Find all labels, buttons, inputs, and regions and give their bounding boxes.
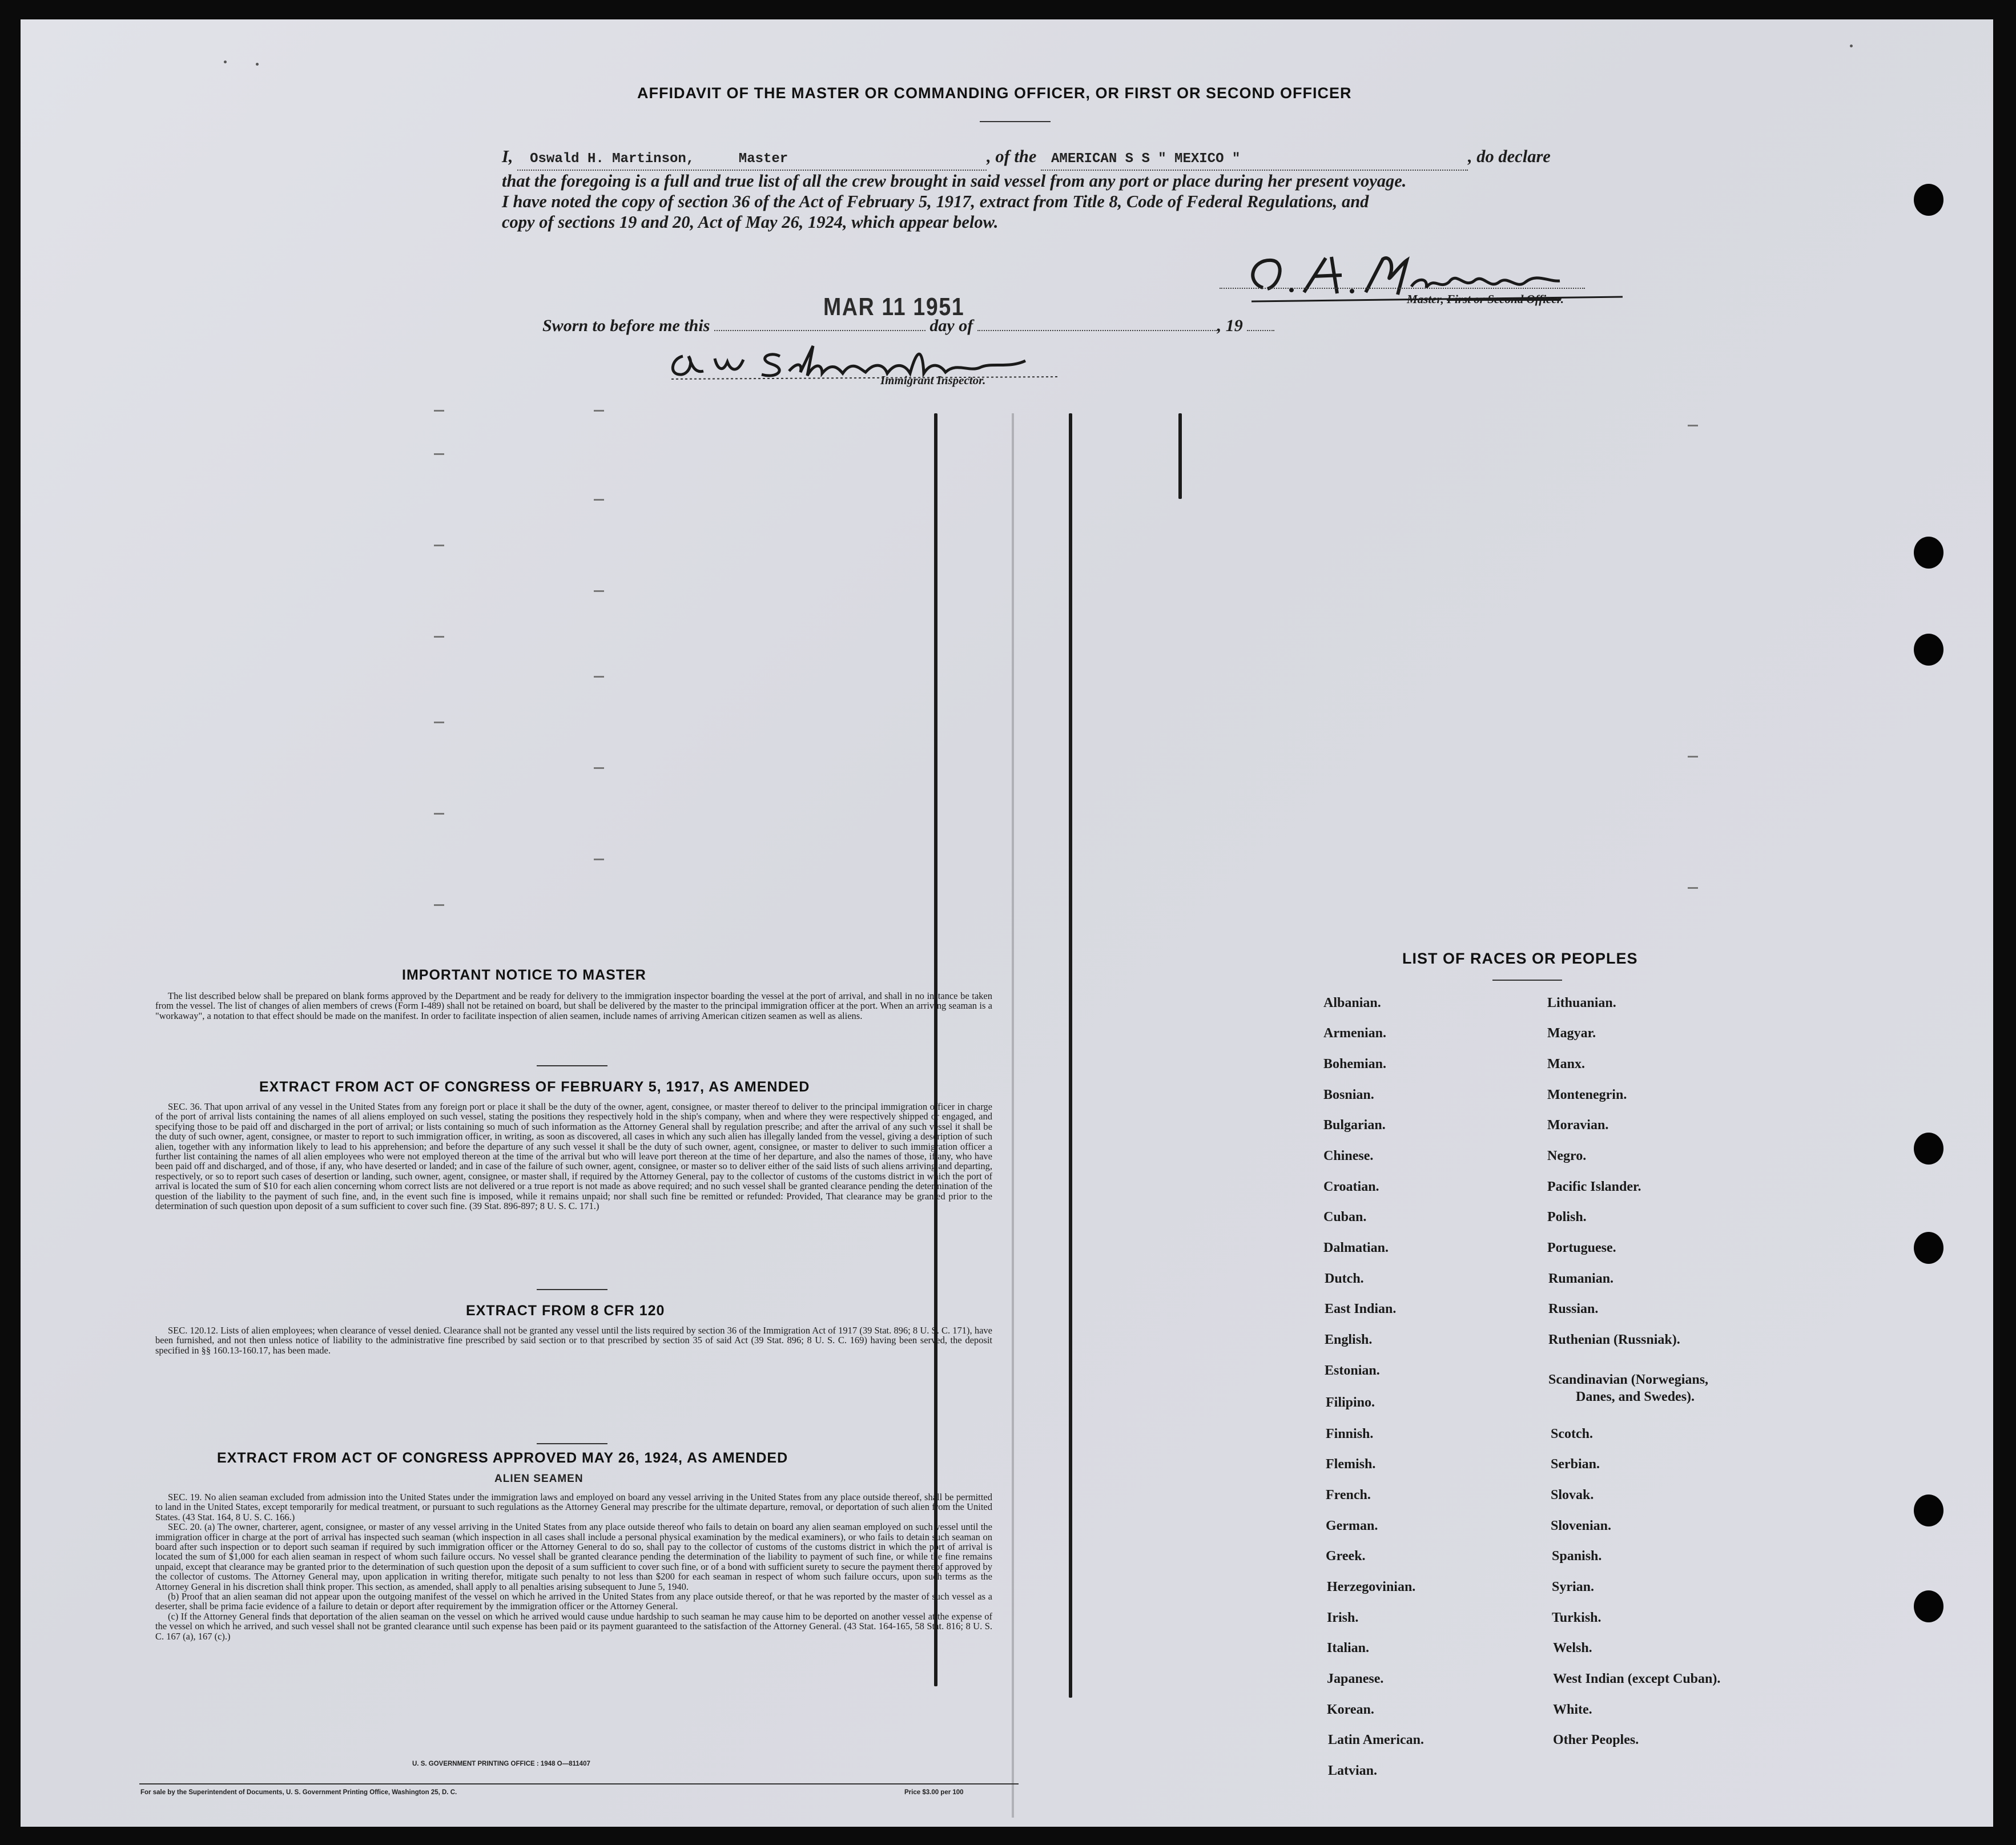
sec-20b-paragraph: (b) Proof that an alien seaman did not appear upon the outgoing manifest of the vessel on which he arrived in the United States from any place outside thereof, or that he was reported by the master of such vessel as a deserter, shall be prima facie evidence of a failure to detain or deport after requirement by the immigration officer or the Attorney General.: [155, 1591, 992, 1612]
race-item: Serbian.: [1551, 1457, 1600, 1472]
race-item: Other Peoples.: [1553, 1733, 1639, 1747]
alien-seamen-subtitle: ALIEN SEAMEN: [494, 1473, 584, 1485]
affidavit-line-3: I have noted the copy of section 36 of the Act of February 5, 1917, extract from Title 8, Code of Federal Regulations, and: [502, 192, 1369, 211]
dash-mark: [594, 590, 604, 592]
sworn-prefix: Sworn to before me this: [542, 316, 710, 335]
extract-1924-title: EXTRACT FROM ACT OF CONGRESS APPROVED MAY 26, 1924, AS AMENDED: [217, 1450, 788, 1466]
dash-mark: [1688, 756, 1698, 758]
race-item: Danes, and Swedes).: [1576, 1389, 1695, 1404]
inspector-label: Immigrant Inspector.: [880, 373, 986, 387]
extract-1917-body: [155, 1102, 992, 1211]
punch-hole: [1914, 1232, 1943, 1264]
race-item: Bulgarian.: [1323, 1118, 1386, 1133]
footer-rule: [139, 1783, 1019, 1784]
extract-1917-divider: [537, 1289, 607, 1290]
affidavit-line-4: copy of sections 19 and 20, Act of May 26, 1924, which appear below.: [502, 212, 999, 232]
race-item: Latvian.: [1328, 1763, 1378, 1778]
race-item: Dutch.: [1325, 1271, 1364, 1286]
race-item: Ruthenian (Russniak).: [1548, 1332, 1680, 1347]
sworn-day-of: day of: [929, 316, 973, 335]
affidavit-line-2: that the foregoing is a full and true list of all the crew brought in said vessel from any port or place during her present voyage.: [502, 171, 1407, 191]
race-item: Spanish.: [1552, 1549, 1602, 1564]
race-item: Korean.: [1327, 1702, 1374, 1717]
race-item: Magyar.: [1547, 1026, 1596, 1041]
race-item: Albanian.: [1323, 996, 1381, 1010]
punch-hole: [1914, 1590, 1943, 1622]
speck: [1850, 45, 1853, 47]
officer-end: .: [1560, 292, 1564, 306]
dash-mark: [594, 859, 604, 860]
master-rank-value: Master: [738, 151, 788, 167]
affidavit-body: [502, 146, 1604, 232]
for-sale-note: For sale by the Superintendent of Documents, U. S. Government Printing Office, Washington 25, D. C.: [140, 1789, 457, 1796]
sec-20c-paragraph: (c) If the Attorney General finds that deportation of the alien seaman on the vessel on which he arrived would cause undue hardship to such seaman he may cause him to be deported on another vessel at the expense of the vessel on which he arrived, and such vessel shall not be granted clearance until such expense has been paid or its payment guaranteed to the satisfaction of the Attorney General. (43 Stat. 164-165, 58 Stat. 816; 8 U. S. C. 167 (a), 167 (c).): [155, 1610, 992, 1642]
sec-20a-paragraph: SEC. 20. (a) The owner, charterer, agent, consignee, or master of any vessel arriving in the United States from any place outside thereof who fails to detain on board any alien seaman employed on such vessel until the immigration officer in charge at the port of arrival has inspected such seaman (which inspection in all cases shall include a personal physical examination by the medical examiners), or who fails to detain such seaman on board after such inspection or to deport such seaman if required by such immigration officer or the Attorney General to do so, shall pay to the collector of customs of the customs district in which the port of arrival is located the sum of $1,000 for each alien seaman in respect of whom such failure occurs. No vessel shall be granted clearance pending the determination of the liability to payment of such fine, or while the fine remains unpaid, except that clearance may be granted prior to the determination of such question upon the deposit of a sum sufficient to cover such fine, or of a bond with sufficient surety to secure the payment thereof approved by the collector of customs. The Attorney General may, upon application in writing therefor, mitigate such penalty to not less than $200 for each seaman in respect of whom such failure occurs, upon such terms as the Attorney General in his discretion shall think proper. This section, as amended, shall apply to all penalties arising subsequent to June 5, 1940.: [155, 1521, 992, 1592]
master-title-label: [1407, 292, 1564, 307]
master-name-value: Oswald H. Martinson,: [530, 151, 695, 167]
speck: [256, 63, 259, 66]
notice-title: IMPORTANT NOTICE TO MASTER: [402, 967, 646, 983]
sec-120-12-paragraph: SEC. 120.12. Lists of alien employees; when clearance of vessel denied. Clearance shall not be granted any vessel until the lists required by section 36 of the Immigration Act of 1917 (39 Stat. 896; 8 U. S. C. 171), have been furnished, and not then unless notice of liability to the administrative fine prescribed by said section or to that prescribed by section 35 of said Act (39 Stat. 896; 8 U. S. C. 169) having been served, the deposit specified in §§ 160.13-160.17, has been made.: [155, 1325, 992, 1356]
extract-cfr-body: [155, 1326, 992, 1355]
race-item: English.: [1325, 1332, 1373, 1347]
race-item: Bosnian.: [1323, 1087, 1374, 1102]
race-item: Montenegrin.: [1547, 1087, 1627, 1102]
race-item: Japanese.: [1327, 1671, 1384, 1686]
race-item: Slovenian.: [1551, 1518, 1612, 1533]
race-item: Slovak.: [1551, 1488, 1594, 1502]
notice-body: [155, 991, 992, 1021]
race-item: East Indian.: [1325, 1302, 1397, 1316]
dash-mark: [594, 410, 604, 412]
race-item: Greek.: [1326, 1549, 1366, 1564]
sec-19-paragraph: SEC. 19. No alien seaman excluded from admission into the United States under the immigration laws and employed on board any vessel arriving in the United States from any place outside thereof, shall be permitted to land in the United States, except temporarily for medical treatment, or pursuant to such regulations as the Attorney General may prescribe for the ultimate departure, removal, or deportation of such alien from the United States. (43 Stat. 164, 8 U. S. C. 166.): [155, 1492, 992, 1522]
race-item: Syrian.: [1552, 1580, 1595, 1594]
do-declare-text: , do declare: [1468, 147, 1551, 166]
dash-mark: [434, 410, 444, 412]
race-item: Scandinavian (Norwegians,: [1548, 1372, 1709, 1387]
race-item: German.: [1326, 1518, 1378, 1533]
races-underline: [1492, 980, 1562, 981]
race-item: Moravian.: [1547, 1118, 1609, 1133]
affidavit-title: AFFIDAVIT OF THE MASTER OR COMMANDING OFFICER, OR FIRST OR SECOND OFFICER: [637, 84, 1352, 102]
master-label: Master,: [1407, 292, 1444, 306]
race-item: Pacific Islander.: [1547, 1179, 1641, 1194]
race-item: Irish.: [1327, 1610, 1359, 1625]
column-rule-3: [1178, 413, 1182, 499]
race-item: Turkish.: [1552, 1610, 1601, 1625]
date-stamp: MAR 11 1951: [823, 293, 965, 321]
race-item: Lithuanian.: [1547, 996, 1616, 1010]
extract-1917-title: EXTRACT FROM ACT OF CONGRESS OF FEBRUARY 5, 1917, AS AMENDED: [259, 1079, 810, 1095]
sworn-year-prefix: , 19: [1217, 316, 1243, 335]
race-item: West Indian (except Cuban).: [1553, 1671, 1721, 1686]
race-item: Dalmatian.: [1323, 1240, 1389, 1255]
race-item: Chinese.: [1323, 1149, 1374, 1163]
punch-hole: [1914, 1494, 1943, 1526]
race-item: Polish.: [1547, 1210, 1587, 1224]
race-item: Herzegovinian.: [1327, 1580, 1416, 1594]
dash-mark: [434, 636, 444, 638]
column-rule-2: [1069, 413, 1072, 1698]
race-item: Estonian.: [1325, 1363, 1380, 1378]
dash-mark: [434, 453, 444, 455]
sworn-year-field: [1247, 330, 1274, 331]
race-item: Russian.: [1548, 1302, 1599, 1316]
master-signature-line: [1220, 288, 1585, 289]
master-name-field: [517, 146, 987, 171]
race-item: Armenian.: [1323, 1026, 1386, 1041]
race-item: Cuban.: [1323, 1210, 1367, 1224]
races-title: LIST OF RACES OR PEOPLES: [1402, 950, 1638, 967]
notice-paragraph: The list described below shall be prepared on blank forms approved by the Department and be ready for delivery to the immigration inspector boarding the vessel at the port of arrival, and shall in no instance be taken from the vessel. The list of changes of alien members of crews (Form I-489) shall not be retained on board, but shall be delivered by the master to the principal immigration officer at the port. When an arriving seaman is a "workaway", a notation to that effect should be made on the manifest. In order to facilitate inspection of alien seamen, include names of arriving American citizen seamen as well as aliens.: [155, 990, 992, 1021]
dash-mark: [434, 545, 444, 546]
extract-cfr-divider: [537, 1443, 607, 1444]
race-item: Croatian.: [1323, 1179, 1379, 1194]
dash-mark: [1688, 425, 1698, 426]
affidavit-line-1: [502, 146, 1604, 171]
speck: [224, 61, 227, 63]
title-underline: [980, 121, 1051, 122]
vessel-name-value: AMERICAN S S " MEXICO ": [1051, 151, 1241, 167]
dash-mark: [434, 722, 444, 723]
race-item: Manx.: [1547, 1057, 1585, 1071]
race-item: Italian.: [1327, 1641, 1370, 1655]
race-item: French.: [1326, 1488, 1371, 1502]
punch-hole: [1914, 537, 1943, 569]
race-item: Filipino.: [1326, 1395, 1375, 1410]
race-item: Rumanian.: [1548, 1271, 1614, 1286]
officer-struck-label: First or Second Officer: [1447, 292, 1561, 306]
notice-divider: [537, 1065, 607, 1066]
sec-36-paragraph: SEC. 36. That upon arrival of any vessel in the United States from any foreign port or place it shall be the duty of the owner, agent, consignee, or master thereof to deliver to the principal immigration officer in charge of the port of arrival lists containing the names of all aliens employed on such vessel, stating the positions they respectively hold in the ship's company, when and where they were respectively shipped or engaged, and specifying those to be paid off and discharged in the port of arrival; or lists containing so much of such information as the Attorney General shall by regulation prescribe; and after the arrival of any such vessel it shall be the duty of such owner, agent, consignee, or master to report to such immigration officer, in writing, as soon as discovered, all cases in which any such alien has illegally landed from the vessel, giving a description of such alien, together with any information likely to lead to his apprehension; and before the departure of any such vessel it shall be the duty of such owner, agent, consignee, or master to deliver to such immigration officer a further list containing the names of all alien employees who were not employed thereon at the time of the arrival but who will leave port thereon at the time of her departure, and also the names of those, if any, who have been paid off and discharged, and of those, if any, who have deserted or landed; and in case of the failure of such owner, agent, consignee, or master so to deliver either of the said lists of such aliens arriving and departing, respectively, or so to report such cases of desertion or landing, such owner, agent, consignee, or master shall, if required by the Attorney General, pay to the collector of customs of the customs district in which the port of arrival is located the sum of $10 for each alien concerning whom correct lists are not delivered or a true report is not made as above required; and no such vessel shall be granted clearance pending the determination of the question of the liability to the payment of such fine, and, in the event such fine is imposed, while it remains unpaid; nor shall such fine be remitted or refunded: Provided, That clearance may be granted prior to the determination of such question upon deposit of a sum sufficient to cover such fine. (39 Stat. 896-897; 8 U. S. C. 171.): [155, 1101, 992, 1212]
punch-hole: [1914, 634, 1943, 666]
sworn-month-field: [977, 330, 1217, 331]
fold-line: [1012, 413, 1014, 1818]
dash-mark: [1688, 887, 1698, 889]
dash-mark: [594, 676, 604, 678]
punch-hole: [1914, 1133, 1943, 1165]
dash-mark: [594, 767, 604, 769]
vessel-name-field: [1041, 146, 1468, 171]
race-item: Bohemian.: [1323, 1057, 1387, 1071]
dash-mark: [434, 904, 444, 906]
affidavit-i: I,: [502, 147, 513, 166]
dash-mark: [594, 499, 604, 501]
punch-hole: [1914, 184, 1943, 216]
race-item: Flemish.: [1326, 1457, 1376, 1472]
price-note: Price $3.00 per 100: [904, 1789, 964, 1796]
race-item: Negro.: [1547, 1149, 1587, 1163]
sworn-day-field: [714, 330, 925, 331]
race-item: Welsh.: [1553, 1641, 1592, 1655]
race-item: Portuguese.: [1547, 1240, 1616, 1255]
race-item: Scotch.: [1551, 1427, 1593, 1441]
form-sheet: [21, 19, 1993, 1827]
extract-cfr-title: EXTRACT FROM 8 CFR 120: [466, 1303, 665, 1319]
race-item: Latin American.: [1328, 1733, 1424, 1747]
extract-1924-body: [155, 1492, 992, 1641]
dash-mark: [434, 813, 444, 815]
of-the-text: , of the: [987, 147, 1037, 166]
inspector-signature: [660, 339, 1094, 385]
race-item: Finnish.: [1326, 1427, 1374, 1441]
race-item: White.: [1553, 1702, 1592, 1717]
gpo-imprint: U. S. GOVERNMENT PRINTING OFFICE : 1948 O—811407: [412, 1761, 590, 1767]
